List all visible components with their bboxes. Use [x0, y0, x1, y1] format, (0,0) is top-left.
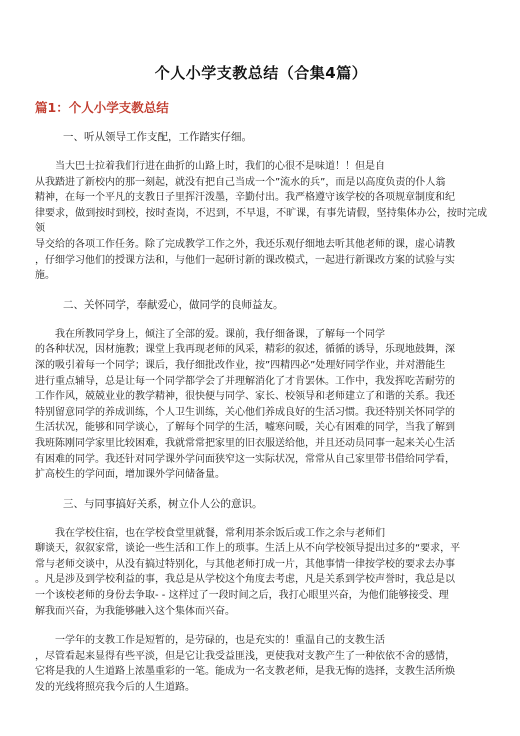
paragraph-line: 扩高校生的学问面，增加课外学问储备量。 — [35, 469, 225, 481]
paragraph-line: 导交给的各项工作任务。除了完成教学工作之外，我还乐观仔细地去听其他老师的课，虚心请教 — [35, 238, 455, 250]
paragraph-line: 解我而兴奋，为我能够融入这个集体而兴奋。 — [35, 605, 235, 617]
paragraph-line: 律要求，做到按时到校，按时查岗，不迟到，不早退，不旷课，有事先请假，坚持集体办公，按时完成领 — [35, 207, 487, 235]
paragraph-line: 的各种状况，因材施教；课堂上我再现老师的风采，精彩的叙述，循循的诱导，乐现地鼓舞，深 — [35, 344, 455, 356]
paragraph — [35, 327, 487, 483]
paragraph-line: 发的光线将照亮我今后的人生道路。 — [35, 682, 195, 694]
paragraph-line: ，尽管看起来显得有些平淡，但是它让我受益匪浅，更使我对支教产生了一种依依不舍的感情， — [35, 650, 455, 662]
paragraph-line: 我在学校住宿，也在学校食堂里就餐，常利用茶余饭后或工作之余与老师们 — [55, 527, 385, 539]
paragraph — [35, 526, 487, 620]
document-title: 个人小学支教总结（合集4篇） — [154, 64, 368, 82]
paragraph-line: 工作作风，兢兢业业的教学精神，很快便与同学、家长、校领导和老师建立了和谐的关系。我还 — [35, 391, 455, 403]
subheading: 一、听从领导工作支配，工作踏实仔细。 — [63, 131, 252, 143]
paragraph-line: 常与老师交谈中，从没有搞过特别化，与其他老师打成一片，其他事情一律按学校的要求去办事 — [35, 558, 455, 570]
paragraph-line: 生活状况，能够和同学谈心，了解每个同学的生活，嘘寒问暖，关心有困难的同学，当我了解到 — [35, 422, 455, 434]
paragraph-line: ，仔细学习他们的授课方法和，与他们一起研讨新的课改模式，一起进行新课改方案的试验与实 — [35, 254, 455, 266]
paragraph-line: 。凡是涉及到学校利益的事，我总是从学校这个角度去考虑，凡是关系到学校声誉时，我总是以 — [35, 574, 455, 586]
paragraph-line: 进行重点辅导，总是让每一个同学都学会了并理解消化了才肯罢休。工作中，我发挥吃苦耐劳的 — [35, 375, 455, 387]
paragraph-line: 深的吸引着每一个同学；课后，我仔细批改作业，按”四精四必”处理好同学作业，并对潜能生 — [35, 359, 446, 371]
document-body — [35, 130, 487, 696]
paragraph-line: 我班陈刚同学家里比较困难，我就常常把家里的旧衣服送给他，并且还动员同事一起来关心生活 — [35, 437, 455, 449]
subheading: 二、关怀同学，奉献爱心，做同学的良师益友。 — [63, 298, 284, 311]
paragraph — [35, 633, 487, 695]
paragraph-line: 聊谈天，叙叙家常，谈论一些生活和工作上的琐事。生活上从不向学校领导提出过多的“要求，平 — [35, 543, 461, 555]
paragraph-line: 一个该校老师的身份去争取- - 这样过了一段时间之后，我打心眼里兴奋，为他们能够接受、理 — [35, 590, 449, 602]
paragraph-line: 从我踏进了新校内的那一刻起，就没有把自己当成一个”流水的兵”，而是以高度负责的仆人翁 — [35, 176, 446, 188]
paragraph-line: 有困难的同学。我还针对同学课外学问面狭窄这一实际状况，常常从自己家里带书借给同学看， — [35, 453, 455, 465]
section-title: 篇1：个人小学支教总结 — [35, 100, 169, 115]
subheading: 三、与同事搞好关系，树立仆人公的意识。 — [63, 497, 263, 510]
paragraph-line: 一学年的支教工作是短暂的，是劳碌的，也是充实的！重温自己的支教生活 — [55, 635, 385, 647]
paragraph-line: 精神，在每一个平凡的支教日子里挥汗泼墨，辛勤付出。我严格遵守该学校的各项规章制度和纪 — [35, 192, 455, 204]
paragraph — [35, 159, 487, 284]
paragraph-line: 特别留意同学的养成训练，个人卫生训练，关心他们养成良好的生活习惯。我还特别关怀同学的 — [35, 406, 455, 418]
paragraph-line: 它将是我的人生道路上浓墨重彩的一笔。能成为一名支教老师，是我无悔的选择，支教生活所焕 — [35, 666, 455, 678]
paragraph-line: 当大巴士拉着我们行进在曲折的山路上时，我们的心很不是味道！！但是自 — [55, 161, 385, 172]
paragraph-line: 施。 — [35, 270, 55, 282]
paragraph-line: 我在所教同学身上，倾注了全部的爱。课前，我仔细备课，了解每一个同学 — [55, 328, 385, 340]
